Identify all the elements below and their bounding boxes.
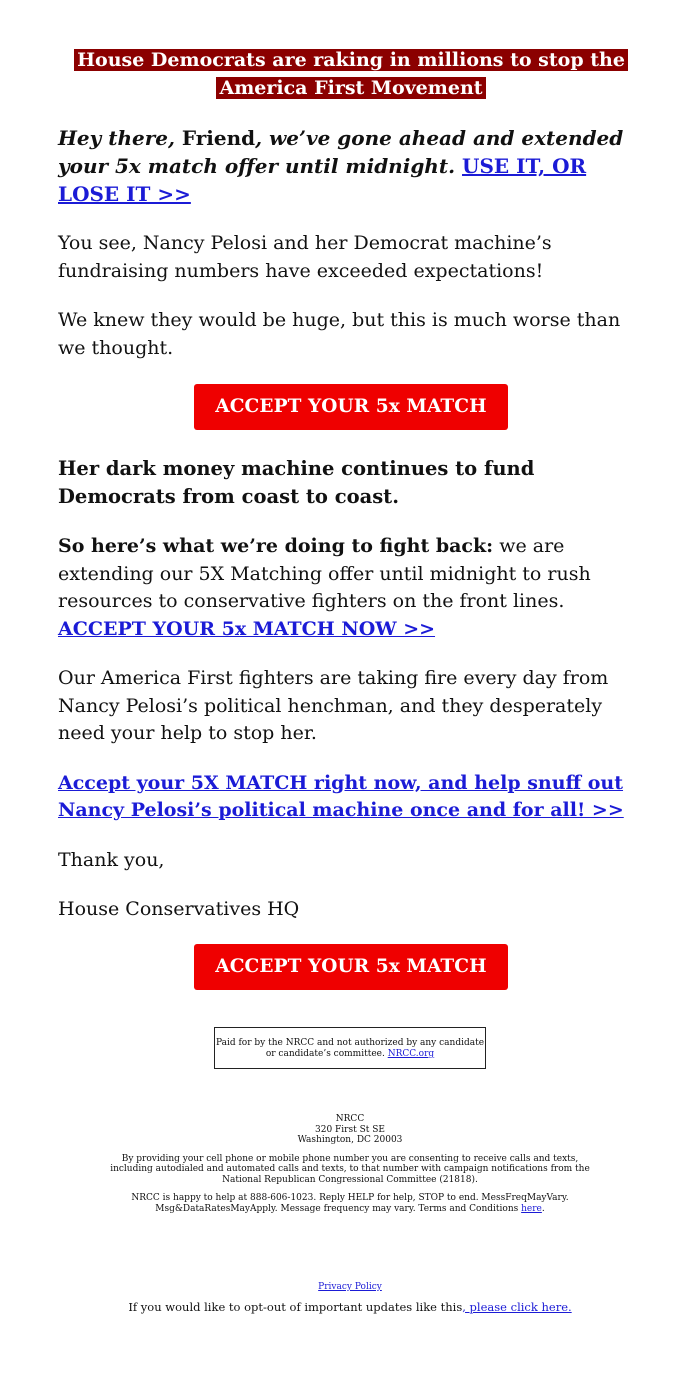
fighters-paragraph: Our America First fighters are taking fire every day from Nancy Pelosi’s political henchman, and they desperately need your help to stop her. [58, 667, 609, 744]
worse-paragraph: We knew they would be huge, but this is much worse than we thought. [58, 309, 621, 359]
snuff-out-link[interactable]: Accept your 5X MATCH right now, and help snuff out Nancy Pelosi’s political machine once and for all! >> [58, 771, 624, 821]
cta-wrapper-top [58, 384, 644, 430]
accept-match-button-bottom[interactable]: ACCEPT YOUR 5x MATCH [194, 944, 508, 990]
fight-back-bold: So here’s what we’re doing to fight back: [58, 535, 494, 557]
dark-money-paragraph: Her dark money machine continues to fund Democrats from coast to coast. [58, 457, 535, 508]
pelosi-paragraph: You see, Nancy Pelosi and her Democrat machine’s fundraising numbers have exceeded expectations! [58, 232, 552, 282]
paid-for-text: Paid for by the NRCC and not authorized by any candidate or candidate’s committee. [215, 1038, 485, 1059]
use-it-link[interactable]: USE IT, OR LOSE IT >> [58, 154, 587, 206]
thank-you-text: Thank you, [58, 848, 165, 871]
street-address: 320 First St SE [315, 1124, 385, 1135]
intro-suffix: , we’ve gone ahead and extended your 5x match offer until midnight. [58, 126, 624, 178]
headline-line-1: House Democrats are raking in millions to stop the [74, 49, 628, 71]
privacy-row [0, 1282, 700, 1293]
intro-name: Friend [181, 126, 256, 150]
help-text: NRCC is happy to help at 888-606-1023. Reply HELP for help, STOP to end. MessFreqMayVary. Msg&DataRatesMayApply. Message frequency may vary. Terms and Conditions [131, 1193, 569, 1214]
cta-wrapper-bottom [58, 944, 644, 990]
accept-match-now-link[interactable]: ACCEPT YOUR 5x MATCH NOW >> [58, 617, 436, 640]
privacy-policy-link[interactable]: Privacy Policy [318, 1282, 382, 1292]
accept-match-button-top[interactable]: ACCEPT YOUR 5x MATCH [194, 384, 508, 430]
help-end: . [541, 1203, 545, 1214]
intro-prefix: Hey there, [58, 126, 182, 150]
headline [58, 46, 644, 102]
opt-out-row [0, 1300, 700, 1314]
intro-paragraph [58, 124, 644, 208]
signature-text: House Conservatives HQ [58, 898, 300, 920]
footer [0, 1027, 700, 1314]
address-block [0, 1114, 700, 1146]
city-address: Washington, DC 20003 [297, 1135, 403, 1145]
opt-out-text: If you would like to opt-out of important updates like this [128, 1299, 463, 1314]
help-paragraph [100, 1193, 600, 1214]
org-name: NRCC [335, 1114, 365, 1124]
email-body [58, 46, 644, 1015]
nrcc-link[interactable]: NRCC.org [387, 1049, 435, 1059]
fight-back-text: we are extending our 5X Matching offer until midnight to rush resources to conservative fighters on the front lines. [58, 535, 591, 612]
fight-back-paragraph [58, 533, 644, 643]
snuff-paragraph [58, 770, 644, 825]
headline-line-2: America First Movement [216, 77, 485, 99]
consent-text: By providing your cell phone or mobile phone number you are consenting to receive calls and texts, including autodialed and automated calls and texts, to that number with campaign notifications from the National Republican Congressional Committee (21818). [110, 1153, 590, 1185]
terms-link[interactable]: here [521, 1203, 542, 1214]
opt-out-link[interactable]: , please click here. [462, 1299, 572, 1314]
paid-for-box [214, 1027, 486, 1069]
